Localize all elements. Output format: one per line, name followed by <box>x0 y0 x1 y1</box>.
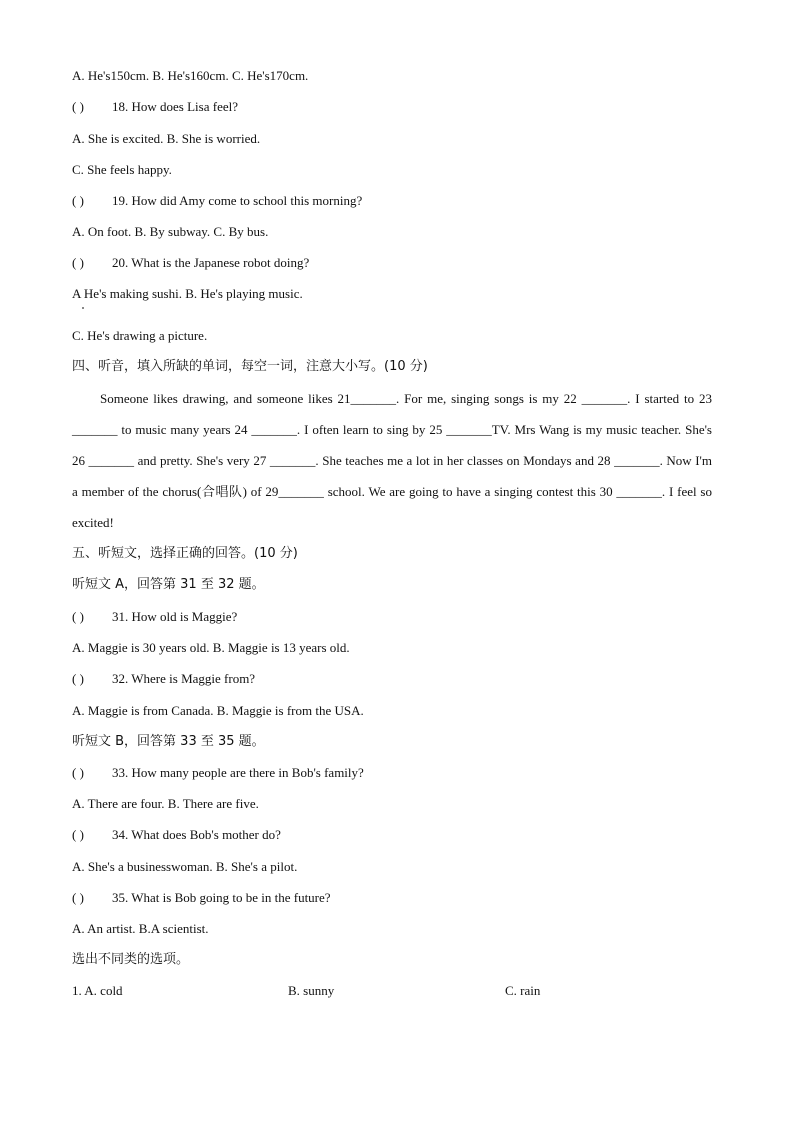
question-text-33: 33. How many people are there in Bob's family? <box>112 765 364 780</box>
passage-a-instructions: 听短文 A，回答第 31 至 32 题。 <box>72 577 265 592</box>
answer-blank-31[interactable]: ( ) <box>72 609 84 624</box>
cloze-passage-text: Someone likes drawing, and someone likes 21_______. For me, singing songs is my 22 _______. I started to 23 _______ to music many years 24 _______. I often learn to sing by 25 _______TV. Mrs Wang is my music teacher. She's 26 _______ and pretty. She's very 27 _______. She teaches me a lot in her classes on Mondays and 28 _______. Now I'm a member of the chorus(合唱队) of 29_______ school. We are going to have a singing contest this 30 _______. I feel so excited! <box>72 391 712 530</box>
answer-line-17: A. He's150cm. B. He's160cm. C. He's170cm. <box>72 68 309 83</box>
question-text-32: 32. Where is Maggie from? <box>112 671 256 686</box>
question-20 <box>72 255 309 271</box>
question-text-35: 35. What is Bob going to be in the future? <box>112 890 331 905</box>
question-text-19: 19. How did Amy come to school this morning? <box>112 193 363 208</box>
question-31 <box>72 609 237 625</box>
stray-mark <box>82 307 84 309</box>
odd-1-option-c: C. rain <box>505 983 541 998</box>
answer-blank-35[interactable]: ( ) <box>72 890 84 905</box>
question-18 <box>72 99 238 115</box>
odd-one-out-heading: 选出不同类的选项。 <box>72 952 190 967</box>
question-text-18: 18. How does Lisa feel? <box>112 99 238 114</box>
passage-b-instructions: 听短文 B，回答第 33 至 35 题。 <box>72 734 265 749</box>
answer-line-19: A. On foot. B. By subway. C. By bus. <box>72 224 269 239</box>
answer-blank-19[interactable]: ( ) <box>72 193 84 208</box>
odd-1-option-b: B. sunny <box>288 983 335 998</box>
answer-line-34: A. She's a businesswoman. B. She's a pilot. <box>72 859 298 874</box>
question-text-34: 34. What does Bob's mother do? <box>112 827 281 842</box>
answer-line-35: A. An artist. B.A scientist. <box>72 921 209 936</box>
section-4-heading: 四、听音，填入所缺的单词，每空一词，注意大小写。(10 分) <box>72 359 428 374</box>
question-19 <box>72 193 362 209</box>
answer-line-18a: A. She is excited. B. She is worried. <box>72 131 261 146</box>
answer-blank-34[interactable]: ( ) <box>72 827 84 842</box>
question-text-20: 20. What is the Japanese robot doing? <box>112 255 310 270</box>
question-32 <box>72 671 255 687</box>
answer-line-31: A. Maggie is 30 years old. B. Maggie is 13 years old. <box>72 640 350 655</box>
odd-1-option-a: 1. A. cold <box>72 983 123 998</box>
answer-line-32: A. Maggie is from Canada. B. Maggie is from the USA. <box>72 703 364 718</box>
answer-blank-33[interactable]: ( ) <box>72 765 84 780</box>
answer-blank-18[interactable]: ( ) <box>72 99 84 114</box>
question-text-31: 31. How old is Maggie? <box>112 609 238 624</box>
question-35 <box>72 890 331 906</box>
cloze-passage <box>72 383 712 538</box>
answer-blank-32[interactable]: ( ) <box>72 671 84 686</box>
question-33 <box>72 765 364 781</box>
answer-blank-20[interactable]: ( ) <box>72 255 84 270</box>
answer-line-20b: C. He's drawing a picture. <box>72 328 208 343</box>
question-34 <box>72 827 281 843</box>
answer-line-33: A. There are four. B. There are five. <box>72 796 259 811</box>
answer-line-18b: C. She feels happy. <box>72 162 172 177</box>
section-5-heading: 五、听短文，选择正确的回答。(10 分) <box>72 546 298 561</box>
answer-line-20a: A He's making sushi. B. He's playing music. <box>72 286 303 301</box>
